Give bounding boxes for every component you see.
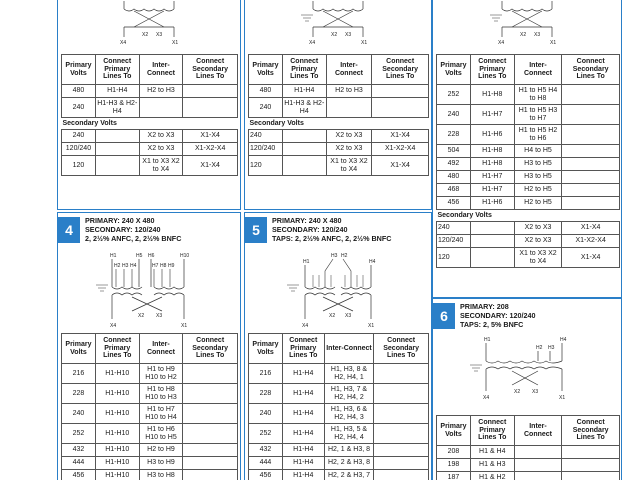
panel-wiring-1 [57, 0, 241, 210]
svg-text:X3: X3 [534, 32, 541, 38]
panel-title: PRIMARY: 240 X 480 [272, 216, 342, 225]
table-row: 468 H1-H7 H2 to H5 [437, 184, 620, 197]
table-row: 120/240 X2 to X3 X1-X2-X4 [62, 143, 238, 156]
table-row: 432 H1-H4 H2, 1 & H3, 8 [249, 444, 429, 457]
svg-text:H4: H4 [130, 263, 137, 269]
panel-title: PRIMARY: 208 [460, 302, 509, 311]
panel-secondary: SECONDARY: 120/240 [85, 225, 161, 234]
wiring-diagram [433, 333, 621, 403]
table-row: 187 H1 & H2 [437, 472, 620, 480]
svg-text:X4: X4 [309, 40, 316, 46]
table-row: 120/240 X2 to X3 X1-X2-X4 [437, 235, 620, 248]
panel-secondary: SECONDARY: 120/240 [460, 311, 536, 320]
svg-text:H2: H2 [114, 263, 121, 269]
table-row: 120 X1 to X3 X2 to X4 X1-X4 [62, 156, 238, 176]
panel-taps: 2, 2½% ANFC, 2, 2½% BNFC [85, 234, 182, 243]
section-secondary-volts: Secondary Volts [249, 118, 429, 130]
svg-text:H2: H2 [536, 345, 543, 351]
panel-wiring-3 [432, 0, 622, 298]
svg-text:H4: H4 [369, 259, 376, 265]
svg-text:X1: X1 [550, 40, 557, 46]
table-row: 240 H1-H10 H1 to H7 H10 to H4 [62, 404, 238, 424]
svg-text:H4: H4 [560, 337, 567, 343]
table-row: 120 X1 to X3 X2 to X4 X1-X4 [437, 248, 620, 268]
wiring-diagram [58, 0, 240, 47]
table-row: 240 X2 to X3 X1-X4 [62, 130, 238, 143]
table-row: 216 H1-H10 H1 to H9 H10 to H2 [62, 364, 238, 384]
connection-table: Primary Volts Connect Primary Lines To Inter-Connect Connect Secondary Lines To 480 H1-H4 H2 to H3 240 H1-H3 & H2-H4 Secondary Volts 240 X2 to X3 X1-X4 120/240 X2 to X3 X1-X2-X4 120 X1 to X3 X2 to X4 X1-X4 [248, 54, 429, 176]
svg-text:H9: H9 [168, 263, 175, 269]
svg-text:H1: H1 [110, 253, 117, 259]
wiring-diagram [433, 0, 621, 47]
table-row: 240 H1-H3 & H2-H4 [62, 98, 238, 118]
table-row: 252 H1-H10 H1 to H6 H10 to H5 [62, 424, 238, 444]
panel-taps: TAPS: 2, 5% BNFC [460, 320, 524, 329]
svg-text:X2: X2 [138, 313, 145, 319]
svg-text:H3: H3 [331, 253, 338, 259]
connection-table: Primary Volts Connect Primary Lines To Inter-Connect Connect Secondary Lines To 216 H1-H10 H1 to H9 H10 to H2 228 H1-H10 H1 to H8 H10 to H3 240 H1-H10 H1 to H7 H10 to H4 252 H1-H10 H1 to H6 H10 to H5 432 H1-H10 H2 to H9 444 H1-H10 H3 to H9 456 H1-H10 H3 to H8 [61, 333, 238, 480]
svg-text:X4: X4 [110, 323, 117, 329]
svg-text:H3: H3 [548, 345, 555, 351]
col-connect-primary: Connect Primary Lines To [95, 55, 139, 85]
panel-title-block [272, 216, 391, 243]
svg-text:X4: X4 [498, 40, 505, 46]
table-row: 480 H1-H4 H2 to H3 [249, 85, 429, 98]
connection-table [61, 54, 238, 176]
table-row: 492 H1-H8 H3 to H5 [437, 158, 620, 171]
panel-number: 5 [245, 217, 267, 243]
table-row: 504 H1-H8 H4 to H5 [437, 145, 620, 158]
table-row: 228 H1-H10 H1 to H8 H10 to H3 [62, 384, 238, 404]
section-secondary-volts: Secondary Volts [62, 118, 238, 130]
svg-text:H3: H3 [122, 263, 129, 269]
connection-table: Primary Volts Connect Primary Lines To Inter-Connect Connect Secondary Lines To 208 H1 & H4 198 H1 & H3 187 H1 & H2 [436, 415, 620, 480]
section-secondary-volts: Secondary Volts [437, 210, 620, 222]
col-inter-connect: Inter-Connect [139, 55, 183, 85]
svg-text:X1: X1 [181, 323, 188, 329]
panel-title-block [85, 216, 181, 243]
table-row: 240 H1-H3 & H2-H4 [249, 98, 429, 118]
svg-text:X2: X2 [514, 389, 521, 395]
label-x4: X4 [120, 40, 127, 46]
col-primary-volts: Primary Volts [62, 55, 96, 85]
wiring-diagram [245, 249, 431, 329]
svg-text:X3: X3 [532, 389, 539, 395]
panel-number: 4 [58, 217, 80, 243]
table-row: 480 H1-H7 H3 to H5 [437, 171, 620, 184]
panel-wiring-5 [244, 212, 432, 480]
table-row: 228 H1-H4 H1, H3, 7 & H2, H4, 2 [249, 384, 429, 404]
svg-text:X2: X2 [331, 32, 338, 38]
table-row: 198 H1 & H3 [437, 459, 620, 472]
connection-table: Primary Volts Connect Primary Lines To Inter-Connect Connect Secondary Lines To 216 H1-H4 H1, H3, 8 & H2, H4, 1 228 H1-H4 H1, H3, 7 & H2, H4, 2 240 H1-H4 H1, H3, 6 & H2, H4, 3 252 H1-H4 H1, H3, 5 & H2, H4, 4 432 H1-H4 H2, 1 & H3, 8 444 H1-H4 H2, 2 & H3, 8 456 H1-H4 H2, 2 & H3, 7 [248, 333, 429, 480]
svg-text:X3: X3 [345, 313, 352, 319]
panel-title-block [460, 302, 536, 329]
svg-text:H8: H8 [160, 263, 167, 269]
table-row: 432 H1-H10 H2 to H9 [62, 444, 238, 457]
label-x1: X1 [172, 40, 179, 46]
table-row: 240 X2 to X3 X1-X4 [437, 222, 620, 235]
table-row: 216 H1-H4 H1, H3, 8 & H2, H4, 1 [249, 364, 429, 384]
panel-number: 6 [433, 303, 455, 329]
svg-text:H1: H1 [484, 337, 491, 343]
table-row: 240 H1-H4 H1, H3, 6 & H2, H4, 3 [249, 404, 429, 424]
panel-title: PRIMARY: 240 X 480 [85, 216, 155, 225]
panel-header [58, 213, 240, 247]
svg-text:H1: H1 [303, 259, 310, 265]
connection-table: Primary Volts Connect Primary Lines To Inter-Connect Connect Secondary Lines To 252 H1-H8 H1 to H5 H4 to H8 240 H1-H7 H1 to H5 H3 to H7 228 H1-H6 H1 to H5 H2 to H6 504 H1-H8 H4 to H5 492 H1-H8 H3 to H5 480 H1-H7 H3 to H5 468 H1-H7 H2 to H5 456 H1-H6 H2 to H5 Secondary Volts 240 X2 to X3 X1-X4 120/240 X2 to X3 X1-X2-X4 120 X1 to X3 X2 to X4 X1-X4 [436, 54, 620, 268]
panel-secondary: SECONDARY: 120/240 [272, 225, 348, 234]
panel-wiring-4 [57, 212, 241, 480]
svg-text:X3: X3 [156, 313, 163, 319]
wiring-diagram [245, 0, 431, 47]
table-row: 444 H1-H4 H2, 2 & H3, 8 [249, 457, 429, 470]
table-row: 444 H1-H10 H3 to H9 [62, 457, 238, 470]
table-row: 480 H1-H4 H2 to H3 [62, 85, 238, 98]
table-row: 252 H1-H4 H1, H3, 5 & H2, H4, 4 [249, 424, 429, 444]
panel-taps: TAPS: 2, 2½% ANFC, 2, 2½% BNFC [272, 234, 392, 243]
svg-text:X2: X2 [329, 313, 336, 319]
table-row: 120/240 X2 to X3 X1-X2-X4 [249, 143, 429, 156]
panel-header [433, 299, 621, 333]
svg-text:X1: X1 [361, 40, 368, 46]
table-row: 456 H1-H4 H2, 2 & H3, 7 [249, 470, 429, 480]
svg-text:H2: H2 [341, 253, 348, 259]
table-row: 228 H1-H6 H1 to H5 H2 to H6 [437, 125, 620, 145]
svg-text:H6: H6 [148, 253, 155, 259]
label-x3: X3 [156, 32, 163, 38]
table-row: 120 X1 to X3 X2 to X4 X1-X4 [249, 156, 429, 176]
table-row: 208 H1 & H4 [437, 446, 620, 459]
svg-text:X4: X4 [483, 395, 490, 401]
label-x2: X2 [142, 32, 149, 38]
svg-text:H10: H10 [180, 253, 190, 259]
table-row: 240 X2 to X3 X1-X4 [249, 130, 429, 143]
svg-text:H7: H7 [152, 263, 159, 269]
svg-text:X1: X1 [368, 323, 375, 329]
col-connect-secondary: Connect Secondary Lines To [183, 55, 238, 85]
panel-wiring-2 [244, 0, 432, 210]
svg-text:X4: X4 [302, 323, 309, 329]
svg-text:H5: H5 [136, 253, 143, 259]
wiring-diagram [58, 249, 240, 329]
table-row: 456 H1-H10 H3 to H8 [62, 470, 238, 480]
table-row: 240 H1-H7 H1 to H5 H3 to H7 [437, 105, 620, 125]
panel-header [245, 213, 431, 247]
table-row: 456 H1-H6 H2 to H5 [437, 197, 620, 210]
svg-text:X1: X1 [559, 395, 566, 401]
svg-text:X2: X2 [520, 32, 527, 38]
svg-text:X3: X3 [345, 32, 352, 38]
table-row: 252 H1-H8 H1 to H5 H4 to H8 [437, 85, 620, 105]
panel-wiring-6 [432, 298, 622, 480]
